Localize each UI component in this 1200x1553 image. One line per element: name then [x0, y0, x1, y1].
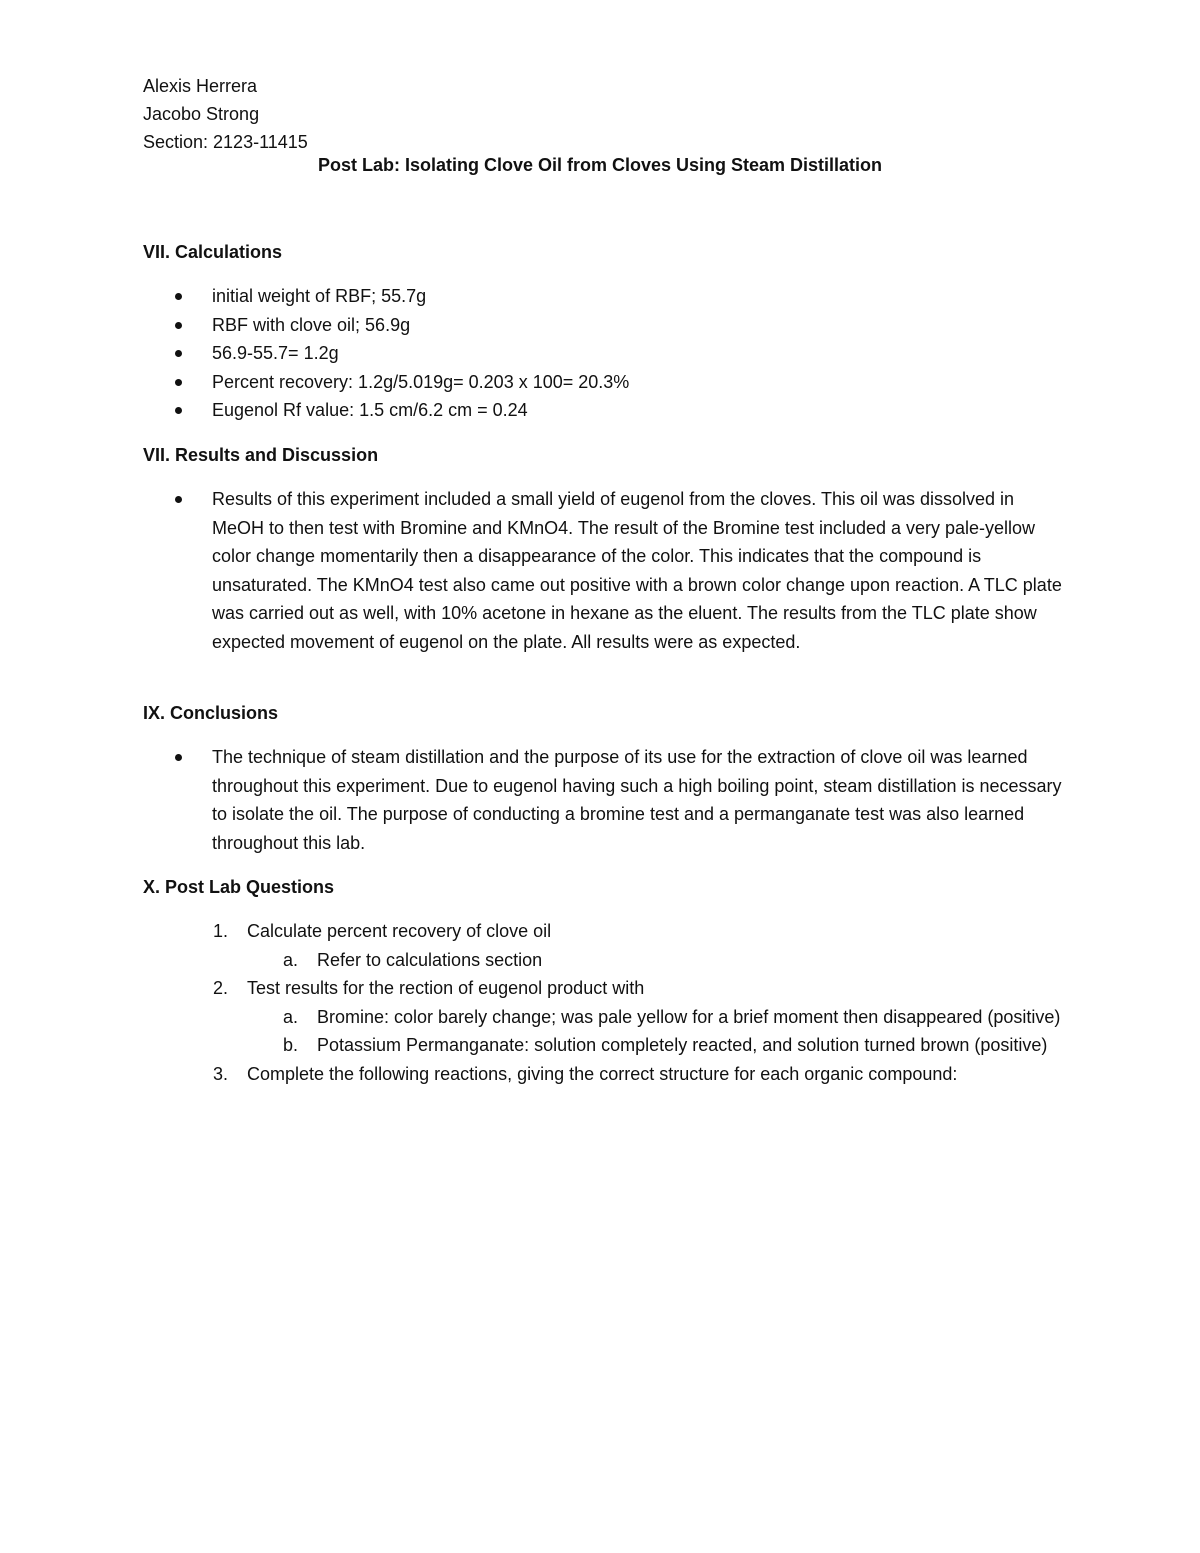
list-item — [143, 368, 1063, 397]
author-name-1: Alexis Herrera — [143, 76, 258, 96]
list-item — [143, 396, 1063, 425]
question-item — [143, 917, 1073, 946]
bullet-icon — [175, 322, 182, 329]
list-item-text: initial weight of RBF; 55.7g — [212, 286, 427, 306]
bullet-icon — [175, 754, 182, 761]
question-text: Test results for the rection of eugenol product with — [247, 978, 645, 998]
bullet-icon — [175, 293, 182, 300]
list-item-text: 56.9-55.7= 1.2g — [212, 343, 339, 363]
conclusions-heading: IX. Conclusions — [143, 703, 279, 723]
sub-answer-item — [143, 1031, 1073, 1060]
list-item-text: RBF with clove oil; 56.9g — [212, 314, 411, 335]
sub-answer-item — [143, 1003, 1073, 1032]
question-number: 1. — [213, 921, 229, 941]
post-lab-questions — [143, 917, 1073, 1088]
sub-answer-letter: a. — [283, 1006, 299, 1027]
sub-answer-text: Potassium Permanganate: solution completely reacted, and solution turned brown (positive) — [317, 1035, 1048, 1055]
list-item — [143, 485, 1063, 656]
sub-answer-letter: b. — [283, 1035, 299, 1055]
list-item-text: Results of this experiment included a small yield of eugenol from the cloves. This oil was dissolved in MeOH to then test with Bromine and KMnO4. The result of the Bromine test included a very pale-yellow color change momentarily then a disappearance of the color. This indicates that the compound is unsaturated. The KMnO4 test also came out positive with a brown color change upon reaction. A TLC plate was carried out as well, with 10% acetone in hexane as the eluent. The results from the TLC plate show expected movement of eugenol on the plate. All results were as expected. — [212, 489, 1062, 652]
question-number: 3. — [213, 1063, 229, 1084]
sub-answer-text: Refer to calculations section — [317, 949, 543, 970]
question-text: Calculate percent recovery of clove oil — [247, 921, 552, 941]
question-number: 2. — [213, 978, 229, 998]
bullet-icon — [175, 407, 182, 414]
author-header — [143, 72, 308, 156]
list-item-text: Eugenol Rf value: 1.5 cm/6.2 cm = 0.24 — [212, 400, 528, 420]
question-text: Complete the following reactions, giving the correct structure for each organic compound: — [247, 1063, 958, 1084]
sub-answer-item — [143, 946, 1073, 975]
list-item — [143, 282, 1063, 311]
list-item — [143, 311, 1063, 340]
calculations-list — [143, 282, 1063, 425]
conclusions-list — [143, 743, 1063, 857]
question-item — [143, 1060, 1073, 1089]
sub-answer-text: Bromine: color barely change; was pale yellow for a brief moment then disappeared (positive) — [317, 1006, 1061, 1027]
bullet-icon — [175, 496, 182, 503]
bullet-icon — [175, 350, 182, 357]
sub-answer-letter: a. — [283, 949, 299, 970]
bullet-icon — [175, 379, 182, 386]
results-list — [143, 485, 1063, 656]
list-item-text: The technique of steam distillation and the purpose of its use for the extraction of clove oil was learned throughout this experiment. Due to eugenol having such a high boiling point, steam distillation is necessary to isolate the oil. The purpose of conducting a bromine test and a permanganate test was also learned throughout this lab. — [212, 747, 1062, 853]
results-heading: VII. Results and Discussion — [143, 445, 379, 465]
list-item — [143, 339, 1063, 368]
question-item — [143, 974, 1073, 1003]
document-title: Post Lab: Isolating Clove Oil from Cloves Using Steam Distillation — [317, 155, 883, 175]
author-name-2: Jacobo Strong — [143, 104, 260, 124]
calculations-heading: VII. Calculations — [143, 242, 283, 262]
post-lab-heading: X. Post Lab Questions — [143, 877, 335, 897]
section-number: Section: 2123-11415 — [143, 132, 308, 152]
list-item — [143, 743, 1063, 857]
list-item-text: Percent recovery: 1.2g/5.019g= 0.203 x 100= 20.3% — [212, 371, 630, 392]
